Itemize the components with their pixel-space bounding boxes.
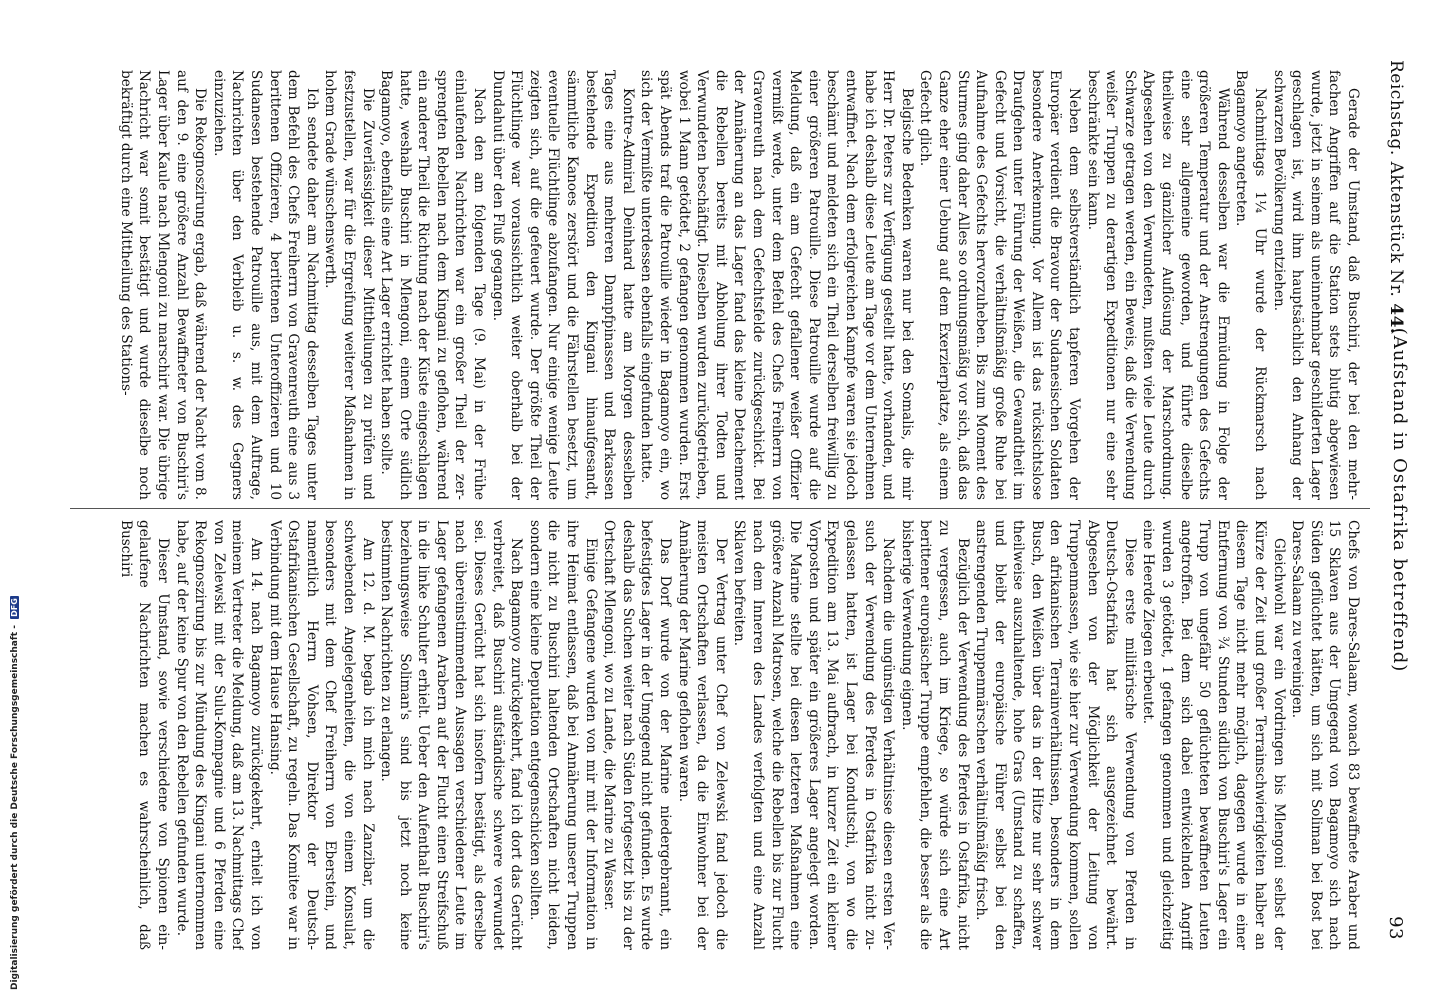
left-column <box>72 70 1362 500</box>
paragraph: Einige Gefangene wurden von mir mit der Information in ihre Heimat entlassen, daß bei Annäherung unserer Truppen die nicht zu Buschiri haltenden Ortschaften nicht leiden, sondern eine kleine Deputation entgegenschicken sollten. <box>526 520 599 950</box>
header-center: (Aufstand in Ostafrika betreffend) <box>1389 327 1410 673</box>
paragraph: Nachmittags 1¼ Uhr wurde der Rückmarsch nach Bagamoyo angetreten. <box>1233 70 1269 500</box>
paragraph: Das Dorf wurde von der Marine niedergebrannt, ein befestigtes Lager in der Umgegend nicht gefunden. Es wurde deshalb das Suchen weiter nach Süden fortgesetzt bis zu der Ortschaft Mlengoni, wo zu Lande, die Marine zu Wasser. <box>601 520 674 950</box>
paragraph: Nachdem die ungünstigen Verhältnisse diesen ersten Versuch der Verwendung des Pferdes in Ostafrika nicht zugelassen hatten, ist Lager bei Kondutschi, von wo die Expedition am 13. Mai aufbrach, in kurzer Zeit ein kleiner Vorposten und später ein größeres Lager angelegt worden. Die Marine stellte bei diesen letzteren Maßnahmen eine größere Anzahl Matrosen, welche die Rebellen bis zur Flucht nach dem Inneren des Landes verfolgten und eine Anzahl Sklaven befreiten. <box>731 520 897 950</box>
dfg-credit-text: Digitalisierung gefördert durch die Deutsche Forschungsgemeinschaft - <box>10 625 20 990</box>
paragraph: Chefs von Dares-Salaam, wonach 83 bewaffnete Araber und 15 Sklaven aus der Umgegend von Bagamoyo sich nach Süden geflüchtet hätten, um sich mit Soliman bei Bost bei Dares-Salaam zu vereinigen. <box>1289 520 1361 950</box>
header-right <box>1385 906 1406 940</box>
paragraph: Nach den am folgenden Tage (9. Mai) in der Frühe einlaufenden Nachrichten war ein großer Theil der zersprengten Rebellen nach dem Kingani zu geflohen, während ein anderer Theil die Richtung nach der Küste eingeschlagen hatte, weshalb Buschiri in Mlengoni, einem Orte südlich Bagamoyo, ebenfalls eine Art Lager errichtet haben sollte. <box>378 70 488 500</box>
paragraph: Bezüglich der Verwendung des Pferdes in Ostafrika, nicht zu vergessen, auch im Kriege, so würde sich eine Art berittener europäischer Truppe empfehlen, die besser als die bisherige Verwendung eignen. <box>898 520 971 950</box>
scanned-page <box>117 0 1432 1000</box>
paragraph: Gleichwohl war ein Vordringen bis Mlengoni selbst der Kürze der Zeit und großer Terrainschwierigkeiten halber an diesem Tage nicht mehr möglich, dagegen wurde in einer Entfernung von ¾ Stunden südlich von Buschiri's Lager ein Trupp von ungefähr 50 geflüchteten bewaffneten Leuten angetroffen. Bei dem sich dabei entwickelnden Angriff wurden 3 getödtet, 1 gefangen genommen und gleichzeitig eine Heerde Ziegen erbeutet. <box>1140 520 1287 950</box>
paragraph: Dieser Umstand, sowie verschiedene von Spionen eingelaufene Nachrichten machen es wahrscheinlich, daß Buschiri <box>117 520 171 950</box>
paragraph: Der Vertrag unter Chef von Zelewski fand jedoch die meisten Ortschaften verlassen, da die Einwohner bei der Annäherung der Marine geflohen waren. <box>675 520 729 950</box>
paragraph: Gerade der Umstand, daß Buschiri, der bei den mehrfachen Angriffen auf die Station stets blutig abgewiesen wurde, jetzt in seinem als uneinnehmbar geschilderten Lager geschlagen ist, wird ihm hauptsächlich den Anhang der schwarzen Bevölkerung entziehen. <box>1270 70 1361 500</box>
paragraph: Belgische Bedenken waren nur bei den Somalis, die mir Herr Dr. Peters zur Verfügung gestellt hatte, vorhanden, und habe ich deshalb diese Leute am Tage vor dem Unternehmen entwaffnet. Nach dem erfolgreichen Kampfe waren sie jedoch beschämt und meldeten sich ein Theil derselben freiwillig zu einer größeren Patrouille. Diese Patrouille wurde auf die Meldung, daß ein am Gefecht gefallener weißer Offizier vermißt werde, unter dem Befehl des Chefs Freiherrn von Gravenreuth nach dem Gefechtsfelde zurückgeschickt. Bei der Annäherung an das Lager fand das kleine Detachement die Rebellen bereits mit Abholung ihrer Todten und Verwundeten beschäftigt. Dieselben wurden zurückgetrieben, wobei 1 Mann getödtet, 2 gefangen genommen wurden. Erst spät Abends traf die Patrouille wieder in Bagamoyo ein, wo sich der Vermißte unterdessen ebenfalls eingefunden hatte. <box>638 70 915 500</box>
paragraph: Am 14. nach Bagamoyo zurückgekehrt, erhielt ich von meinem Vertreter die Meldung, daß am 13. Nachmittags Chef von Zelewski mit der Sulu-Kompagnie und 6 Pferden eine Rekognoszirung bis zur Mündung des Kingani unternommen habe, auf der keine Spur von den Rebellen gefunden wurde. <box>173 520 264 950</box>
header-title: Reichstag. Aktenstück Nr. <box>1386 60 1406 298</box>
paragraph: Während desselben war die Ermüdung in Folge der größeren Temperatur und der Anstrengungen des Gefechts eine sehr allgemeine geworden, und führte dieselbe theilweise zu gänzlicher Auflösung der Marschordnung. Abgesehen von den Verwundeten, mußten viele Leute durch Schwarze getragen werden, ein Beweis, daß die Verwendung weißer Truppen zu derartigen Expeditionen nur eine sehr beschränkte sein kann. <box>1084 70 1231 500</box>
dfg-logo: DFG <box>10 598 19 617</box>
page-header <box>1376 60 1414 940</box>
paragraph: Neben dem selbstverständlich tapferen Vorgehen der Europäer verdient die Bravour der Sudanesischen Soldaten besondere Anerkennung. Vor Allem ist das rücksichtslose Draufgehen unter Führung der Weißen, die Gewandtheit im Gefecht und Vorsicht, die verhältnißmäßig große Ruhe bei Aufnahme des Gefechts hervorzuheben. Bis zum Moment des Sturmes ging daher Alles so ordnungsmäßig vor sich, daß das Ganze eher einer Uebung auf dem Exerzierplatze, als einem Gefecht glich. <box>917 70 1083 500</box>
header-doc-number: 44. <box>1386 303 1406 335</box>
paragraph: Kontre-Admiral Deinhard hatte am Morgen desselben Tages eine aus mehreren Dampfpinassen und Barkassen bestehende Expedition den Kingani hinaufgesandt, sämmtliche Kanoes zerstört und die Fährstellen besetzt, um eventuelle Flüchtlinge abzufangen. Nur einige wenige Leute zeigten sich, auf die gefeuert wurde. Der größte Theil der Flüchtlinge war voraussichtlich weiter oberhalb bei der Dundahuti über den Fluß gegangen. <box>489 70 636 500</box>
paragraph: Am 12. d. M. begab ich mich nach Zanzibar, um die schwebenden Angelegenheiten, die von einem Konsulat, besonders mit dem Chef Freiherrn von Eberstein, und namentlich Herrn Vohsen, Direktor der Deutsch-Ostafrikanischen Gesellschaft, zu regeln. Das Komitee war in Verbindung mit dem Hause Hansing. <box>266 520 376 950</box>
paragraph: Nach Bagamoyo zurückgekehrt, fand ich dort das Gerücht verbreitet, daß Buschiri aufständische schwere verwundet sei. Dieses Gerücht hat sich insofern bestätigt, als derselbe nach übereinstimmenden Aussagen verschiedener Leute im Lager gefangenen Arabern auf der Flucht einen Streifschuß in die linke Schulter erhielt. Ueber den Aufenthalt Buschiri's beziehungsweise Soliman's sind bis jetzt noch keine bestimmten Nachrichten zu erlangen. <box>378 520 525 950</box>
column-divider <box>70 508 1370 509</box>
page-number: 93 <box>1385 916 1406 940</box>
paragraph: Die Zuverlässigkeit dieser Mittheilungen zu prüfen und festzustellen, war für die Ergreifung weiterer Maßnahmen in hohem Grade wünschenswerth. <box>322 70 376 500</box>
right-column <box>72 520 1362 950</box>
paragraph: Diese erste militärische Verwendung von Pferden in Deutsch-Ostafrika hat sich ausgezeichnet bewährt. Abgesehen von der Möglichkeit der Leitung von Truppenmassen, wie sie hier zur Verwendung kommen, sollen den afrikanischen Terrainverhältnissen, besonders in dem Busch, den Weißen über das in der Hitze nur sehr schwer theilweise auszuhaltende, hohe Gras (Umstand zu schaffen, und bleibt der europäische Führer selbst bei den anstrengenden Truppenmärschen verhältnißmäßig frisch. <box>973 520 1138 950</box>
paragraph: Ich sendete daher am Nachmittag desselben Tages unter dem Befehl des Chefs Freiherrn von Gravenreuth eine aus 3 berittenen Offizieren, 4 berittenen Unteroffizieren und 10 Sudanesen bestehende Patrouille aus, mit dem Auftrage, Nachrichten über den Verbleib u. s. w. des Gegners einzuziehen. <box>210 70 320 500</box>
paragraph: Die Rekognoszirung ergab, daß während der Nacht vom 8. auf den 9. eine größere Anzahl Bewaffneter von Buschiri's Lager über Kaule nach Mlengoni zu marschirt war. Die übrige Nachricht war somit bestätigt und wurde dieselbe noch bekräftigt durch eine Mittheilung des Stations- <box>117 70 209 500</box>
